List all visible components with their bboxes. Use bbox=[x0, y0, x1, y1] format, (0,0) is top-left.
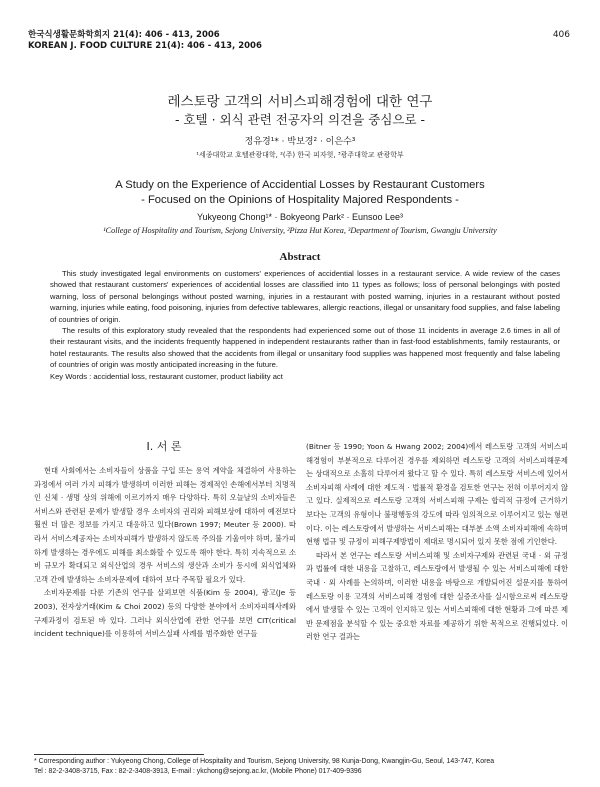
english-subtitle: - Focused on the Opinions of Hospitality Majored Respondents - bbox=[141, 194, 459, 206]
footnote bbox=[34, 757, 574, 777]
section-heading-introduction: I. 서 론 bbox=[146, 440, 182, 453]
left-paragraph-1: 현대 사회에서는 소비자들이 상품을 구입 또는 용역 계약을 체결하여 사용하는 과정에서 여러 가지 피해가 발생하며 이러한 피해는 경제적인 손해에서부터 치명적인 신체 · 생명 상의 위해에 이르기까지 매우 다양하다. 특히 오늘날의 소비자들은 서비스와 관련된 문제가 발생할 경우 소비자의 권리와 피해보상에 대하여 예전보다 훨씬 더 많은 정보를 가지고 대응하고 있다(Brown 1997; Meuter 등 2000). 따라서 서비스제공자는 소비자피해가 발생하지 않도록 주의를 기울여야 하며, 불가피하게 발생하는 경우에도 피해를 최소화할 수 있도록 해야 한다. 특히 지속적으로 소비 규모가 확대되고 외식산업의 경우 서비스의 생산과 소비가 동시에 외식업체와 고객 간에 발생하는 소비자문제에 대하여 보다 주목할 필요가 있다. bbox=[34, 466, 296, 584]
abstract-heading: Abstract bbox=[279, 251, 321, 263]
journal-header-ko: 한국식생활문화학회지 21(4): 406 - 413, 2006 bbox=[28, 30, 220, 40]
english-title: A Study on the Experience of Accidential Losses by Restaurant Customers bbox=[115, 179, 485, 191]
journal-header bbox=[28, 30, 262, 52]
footnote-author: * Corresponding author : Yukyeong Chong, College of Hospitality and Tourism, Sejong University, 98 Kunja-Dong, Kwangjin-Gu, Seoul, 143-747, Korea bbox=[34, 758, 495, 765]
abstract-paragraph-2: The results of this exploratory study revealed that the respondents had experienced some out of those 11 incidents in average 2.6 times in all of their restaurant visits, and the incidents frequently happened in independent restaurants rather than in fast-food establishments, family restaurants, or hotel restaurants. The results also showed that the accidents from illegal or unsanitary food supplies was happened most frequently and false labeling of countries of origin was mostly anticipated increasing in the future. bbox=[50, 326, 560, 370]
english-authors: Yukyeong Chong¹* · Bokyeong Park² · Eunsoo Lee³ bbox=[196, 212, 404, 222]
abstract bbox=[50, 268, 560, 382]
abstract-paragraph-1: This study investigated legal environments on customers' experiences of accidential losses in a restaurant service. A wide review of the cases showed that restaurant customers' experiences of accidential losses are classified into 11 types as follows; loss of personal belongings with posted warning, loss of personal belongings without posted warning, injuries in a restaurant with posted warning, injuries in a restaurant without posted warning, injuries while eating, food poisoning, injuries from defective tablewares, allergic reactions, illegal or unsanitary food supplies, and false labeling of countries of origin. bbox=[50, 269, 560, 324]
footnote-divider bbox=[34, 754, 204, 755]
right-column bbox=[306, 440, 568, 644]
footnote-contact: Tel : 82-2-3408-3715, Fax : 82-2-3408-3913, E-mail : ykchong@sejong.ac.kr, (Mobile Phone) 017-409-9396 bbox=[34, 768, 362, 775]
korean-affiliations: ¹세종대학교 호텔관광대학, ²(주) 한국 피자헛, ³광주대학교 관광학부 bbox=[196, 151, 404, 159]
journal-header-en: KOREAN J. FOOD CULTURE 21(4): 406 - 413, 2006 bbox=[28, 41, 262, 51]
korean-title: 레스토랑 고객의 서비스피해경험에 대한 연구 bbox=[167, 94, 433, 110]
korean-subtitle: - 호텔 · 외식 관련 전공자의 의견을 중심으로 - bbox=[174, 112, 426, 127]
korean-title-block bbox=[0, 94, 600, 128]
right-paragraph-2: 따라서 본 연구는 레스토랑 서비스피해 및 소비자구제와 관련된 국내 · 외 규정과 법률에 대한 내용을 고찰하고, 레스토랑에서 발생될 수 있는 서비스피해에 대한 국내 · 외 사례를 논의하며, 이러한 내용을 바탕으로 개발되어진 설문지를 통하여 레스토랑 이용 고객의 서비스피해 경험에 대한 실증조사를 실시함으로써 레스토랑에서 발생할 수 있는 고객이 인지하고 있는 서비스피해에 대한 현황과 그에 따른 제반 문제점을 분석할 수 있는 중요한 자료를 제공하기 위한 목적으로 진행되었다. 이러한 연구 결과는 bbox=[306, 550, 568, 642]
english-affiliations: ¹College of Hospitality and Tourism, Sejong University, ²Pizza Hut Korea, ³Department of Tourism, Gwangju University bbox=[103, 226, 497, 235]
keywords: Key Words : accidential loss, restaurant customer, product liability act bbox=[50, 371, 283, 381]
left-column bbox=[34, 464, 296, 641]
korean-authors: 정유경¹* · 박보경² · 이은수³ bbox=[244, 137, 356, 147]
left-paragraph-2: 소비자문제를 다룬 기존의 연구를 살펴보면 식품(Kim 등 2004), 광고(Je 등 2003), 전자상거래(Kim & Choi 2002) 등의 다양한 분야에서 소비자피해사례와 구제과정이 검토된 바 있다. 그러나 외식산업에 관한 연구를 보면 CIT(critical incident technique)를 이용하여 서비스실패 사례를 범주화한 연구들 bbox=[34, 588, 296, 639]
page-number: 406 bbox=[552, 30, 570, 40]
right-paragraph-1: (Bitner 등 1990; Yoon & Hwang 2002; 2004)에서 레스토랑 고객의 서비스피해경험이 부분적으로 다루어진 경우를 제외하면 레스토랑 고객의 서비스피해문제는 상대적으로 소홀히 다루어져 왔다고 할 수 있다. 특히 레스토랑 서비스에 있어서 소비자피해 사례에 대한 제도적 · 법률적 환경을 검토한 연구는 전혀 이루어지지 않고 있다. 실제적으로 레스토랑 고객의 서비스피해 구제는 합리적 규정에 근거하기보다는 고객의 유형이나 불평행동의 강도에 따라 임의적으로 이루어지고 있는 형편이다. 이는 레스토랑에서 발생하는 서비스피해는 대부분 소액 소비자피해에 속하며 현행 법규 및 규정이 피해구제방법이 제대로 명시되어 있지 못한 점에 기인한다. bbox=[306, 442, 568, 547]
english-title-block bbox=[0, 178, 600, 208]
